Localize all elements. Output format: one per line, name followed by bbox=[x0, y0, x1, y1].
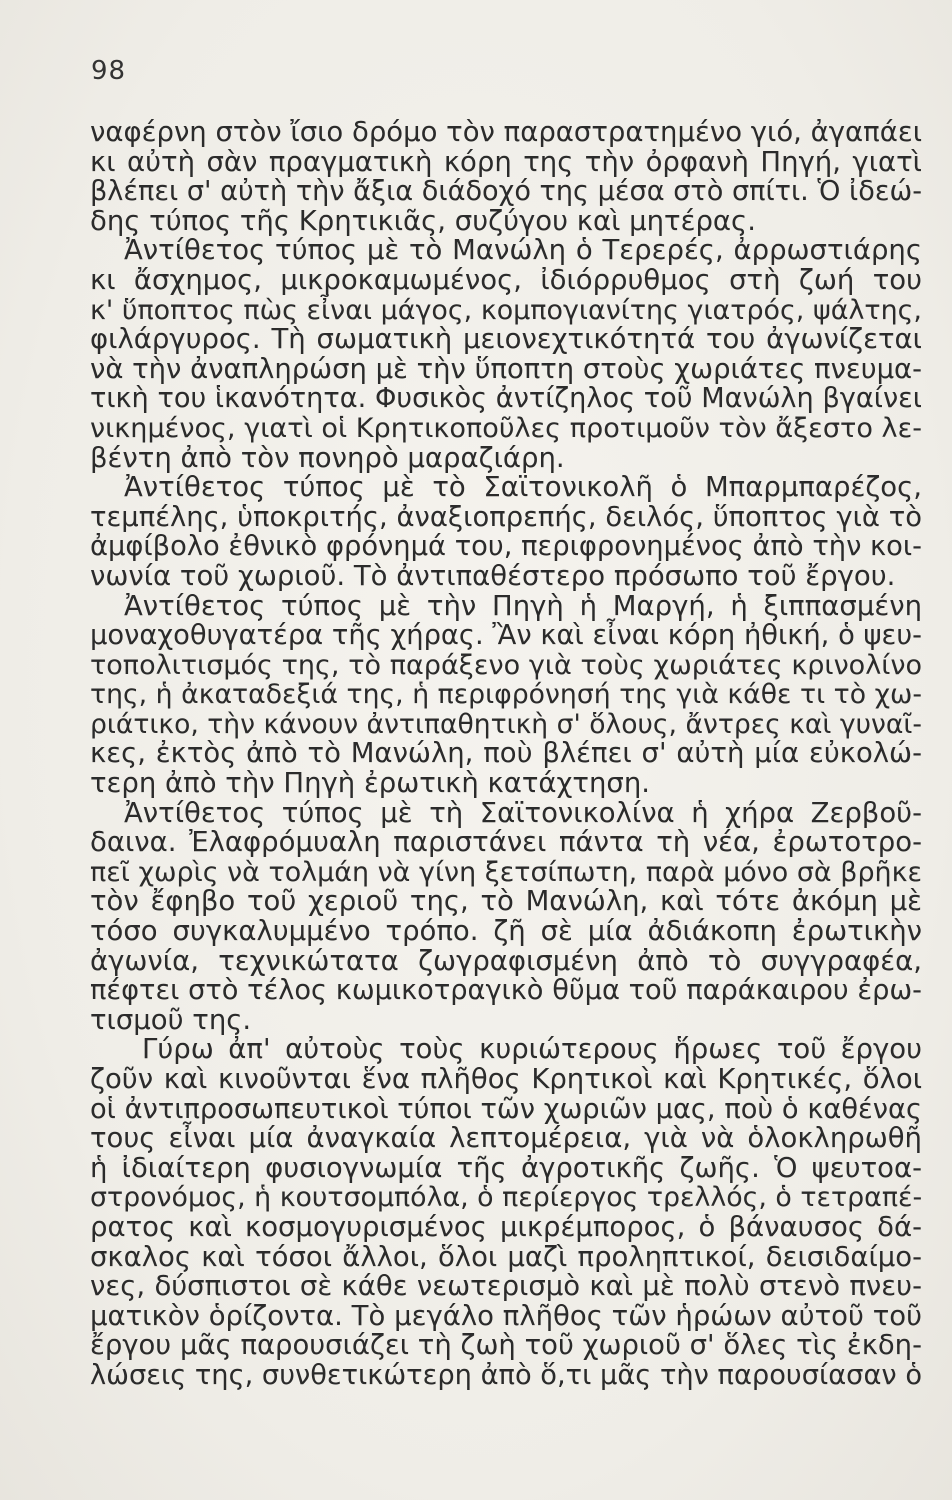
text-line: κι ἄσχημος, μικροκαμωμένος, ἰδιόρρυθμος στὴ ζωή του bbox=[90, 263, 922, 296]
text-line: οἱ ἀντιπροσωπευτικοὶ τύποι τῶν χωριῶν μας, ποὺ ὁ καθένας bbox=[90, 1093, 922, 1125]
text-line: τὸν ἔφηβο τοῦ χεριοῦ της, τὸ Μανώλη, καὶ τότε ἀκόμη μὲ bbox=[90, 885, 922, 918]
text-line: τους εἶναι μία ἀναγκαία λεπτομέρεια, γιὰ νὰ ὁλοκληρωθῆ bbox=[90, 1122, 922, 1155]
text-line: δαινα. Ἐλαφρόμυαλη παριστάνει πάντα τὴ νέα, ἐρωτοτρο- bbox=[90, 826, 922, 859]
text-line: νικημένος, γιατὶ οἱ Κρητικοποῦλες προτιμοῦν τὸν ἄξεστο λε- bbox=[90, 412, 922, 444]
text-line: ἀγωνία, τεχνικώτατα ζωγραφισμένη ἀπὸ τὸ συγγραφέα, bbox=[90, 944, 922, 977]
text-line: τοπολιτισμός της, τὸ παράξενο γιὰ τοὺς χωριάτες κρινολίνο bbox=[90, 649, 922, 681]
text-line: Γύρω ἀπ' αὐτοὺς τοὺς κυριώτερους ἥρωες τοῦ ἔργου bbox=[142, 1033, 922, 1066]
text-line: μοναχοθυγατέρα τῆς χήρας. Ἂν καὶ εἶναι κόρη ἠθική, ὁ ψευ- bbox=[90, 620, 922, 652]
text-line: βέντη ἀπὸ τὸν πονηρὸ μαραζιάρη. bbox=[90, 441, 565, 474]
text-line: κι αὐτὴ σὰν πραγματικὴ κόρη της τὴν ὀρφανὴ Πηγή, γιατὶ bbox=[90, 145, 922, 178]
body-text bbox=[90, 118, 922, 1391]
text-line: κες, ἐκτὸς ἀπὸ τὸ Μανώλη, ποὺ βλέπει σ' αὐτὴ μία εὐκολώ- bbox=[90, 737, 922, 770]
text-line: Ἀντίθετος τύπος μὲ τὸ Σαϊτονικολῆ ὁ Μπαρμπαρέζος, bbox=[124, 471, 922, 504]
text-line: Ἀντίθετος τύπος μὲ τὴν Πηγὴ ἡ Μαργή, ἡ ξιππασμένη bbox=[124, 589, 922, 622]
text-line: νὰ τὴν ἀναπληρώση μὲ τὴν ὕποπτη στοὺς χωριάτες πνευμα- bbox=[90, 353, 922, 385]
page-number: 98 bbox=[91, 56, 127, 86]
text-line: τεμπέλης, ὑποκριτής, ἀναξιοπρεπής, δειλός, ὕποπτος γιὰ τὸ bbox=[90, 501, 922, 533]
text-line: στρονόμος, ἡ κουτσομπόλα, ὁ περίεργος τρελλός, ὁ τετραπέ- bbox=[90, 1182, 923, 1214]
text-line: Ἀντίθετος τύπος μὲ τὴ Σαϊτονικολίνα ἡ χήρα Ζερβοῦ- bbox=[124, 796, 922, 829]
text-line: τισμοῦ της. bbox=[90, 1003, 252, 1036]
text-line: νωνία τοῦ χωριοῦ. Τὸ ἀντιπαθέστερο πρόσωπο τοῦ ἔργου. bbox=[90, 559, 896, 592]
text-line: δης τύπος τῆς Κρητικιᾶς, συζύγου καὶ μητέρας. bbox=[90, 204, 756, 237]
text-line: τερη ἀπὸ τὴν Πηγὴ ἐρωτικὴ κατάχτηση. bbox=[90, 767, 651, 800]
text-line: κ' ὕποπτος πὼς εἶναι μάγος, κομπογιανίτης γιατρός, ψάλτης, bbox=[90, 294, 922, 326]
text-line: ἡ ἰδιαίτερη φυσιογνωμία τῆς ἀγροτικῆς ζωῆς. Ὁ ψευτοα- bbox=[90, 1151, 922, 1184]
text-line: τόσο συγκαλυμμένο τρόπο. ζῆ σὲ μία ἀδιάκοπη ἐρωτικὴν bbox=[90, 915, 922, 948]
text-line: τικὴ του ἱκανότητα. Φυσικὸς ἀντίζηλος τοῦ Μανώλη βγαίνει bbox=[90, 383, 922, 415]
text-line: ζοῦν καὶ κινοῦνται ἕνα πλῆθος Κρητικοὶ καὶ Κρητικές, ὅλοι bbox=[90, 1063, 922, 1095]
text-line: πέφτει στὸ τέλος κωμικοτραγικὸ θῦμα τοῦ παράκαιρου ἐρω- bbox=[90, 975, 922, 1007]
text-line: νες, δύσπιστοι σὲ κάθε νεωτερισμὸ καὶ μὲ πολὺ στενὸ πνευ- bbox=[90, 1270, 922, 1303]
text-line: ρατος καὶ κοσμογυρισμένος μικρέμπορος, ὁ βάναυσος δά- bbox=[90, 1210, 922, 1243]
text-line: Ἀντίθετος τύπος μὲ τὸ Μανώλη ὁ Τερερές, ἀρρωστιάρης bbox=[124, 234, 922, 267]
text-line: ναφέρνη στὸν ἴσιο δρόμο τὸν παραστρατημένο γιό, ἀγαπάει bbox=[90, 116, 923, 148]
text-line: ριάτικο, τὴν κάνουν ἀντιπαθητικὴ σ' ὅλους, ἄντρες καὶ γυναῖ- bbox=[90, 708, 922, 740]
text-line: φιλάργυρος. Τὴ σωματικὴ μειονεχτικότητά του ἀγωνίζεται bbox=[90, 323, 922, 356]
text-line: σκαλος καὶ τόσοι ἄλλοι, ὅλοι μαζὶ προληπτικοί, δεισιδαίμο- bbox=[90, 1240, 922, 1273]
text-line: ματικὸν ὁρίζοντα. Τὸ μεγάλο πλῆθος τῶν ἡρώων αὐτοῦ τοῦ bbox=[90, 1299, 922, 1332]
text-line: της, ἡ ἀκαταδεξιά της, ἡ περιφρόνησή της γιὰ κάθε τι τὸ χω- bbox=[90, 679, 922, 711]
text-line: βλέπει σ' αὐτὴ τὴν ἄξια διάδοχό της μέσα στὸ σπίτι. Ὁ ἰδεώ- bbox=[90, 176, 922, 208]
text-line: ἔργου μᾶς παρουσιάζει τὴ ζωὴ τοῦ χωριοῦ σ' ὅλες τὶς ἐκδη- bbox=[90, 1330, 922, 1362]
text-line: πεῖ χωρὶς νὰ τολμάη νὰ γίνη ξετσίπωτη, παρὰ μόνο σὰ βρῆκε bbox=[90, 856, 922, 888]
text-line: ἀμφίβολο ἐθνικὸ φρόνημά του, περιφρονημένος ἀπὸ τὴν κοι- bbox=[90, 531, 922, 563]
text-line: λώσεις της, συνθετικώτερη ἀπὸ ὅ,τι μᾶς τὴν παρουσίασαν ὁ bbox=[90, 1359, 923, 1391]
